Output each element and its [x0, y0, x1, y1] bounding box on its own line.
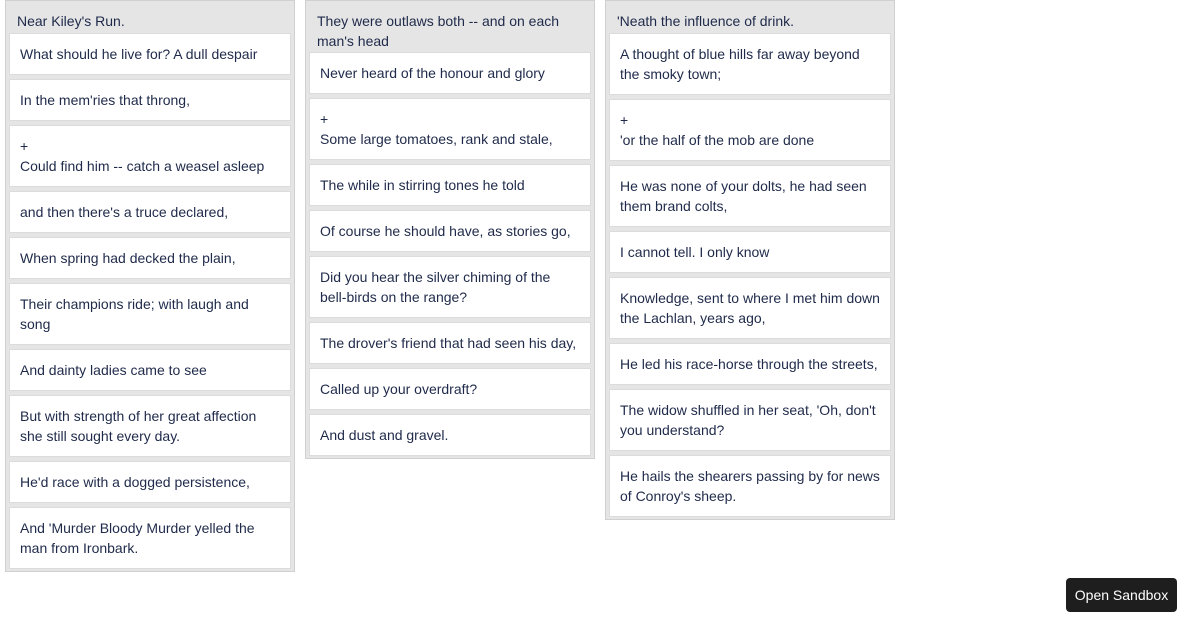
card[interactable]: + Some large tomatoes, rank and stale,: [309, 98, 591, 160]
column-2: [305, 0, 595, 459]
card[interactable]: Called up your overdraft?: [309, 368, 591, 410]
card[interactable]: Their champions ride; with laugh and song: [9, 283, 291, 345]
card[interactable]: Did you hear the silver chiming of the bell-birds on the range?: [309, 256, 591, 318]
column-1: [5, 0, 295, 572]
card[interactable]: And dainty ladies came to see: [9, 349, 291, 391]
card[interactable]: Never heard of the honour and glory: [309, 52, 591, 94]
card[interactable]: A thought of blue hills far away beyond the smoky town;: [609, 33, 891, 95]
card[interactable]: He led his race-horse through the streets,: [609, 343, 891, 385]
column-title: Near Kiley's Run.: [17, 13, 125, 29]
card[interactable]: + 'or the half of the mob are done: [609, 99, 891, 161]
column-title: They were outlaws both -- and on each man's head: [317, 13, 560, 49]
card[interactable]: Of course he should have, as stories go,: [309, 210, 591, 252]
card[interactable]: The while in stirring tones he told: [309, 164, 591, 206]
card[interactable]: The widow shuffled in her seat, 'Oh, don't you understand?: [609, 389, 891, 451]
column-title: 'Neath the influence of drink.: [617, 13, 795, 29]
card[interactable]: The drover's friend that had seen his day,: [309, 322, 591, 364]
card[interactable]: He was none of your dolts, he had seen them brand colts,: [609, 165, 891, 227]
card[interactable]: I cannot tell. I only know: [609, 231, 891, 273]
card[interactable]: But with strength of her great affection she still sought every day.: [9, 395, 291, 457]
card[interactable]: and then there's a truce declared,: [9, 191, 291, 233]
card[interactable]: Knowledge, sent to where I met him down the Lachlan, years ago,: [609, 277, 891, 339]
card[interactable]: He'd race with a dogged persistence,: [9, 461, 291, 503]
card[interactable]: And 'Murder Bloody Murder yelled the man from Ironbark.: [9, 507, 291, 569]
card[interactable]: He hails the shearers passing by for news of Conroy's sheep.: [609, 455, 891, 517]
card[interactable]: What should he live for? A dull despair: [9, 33, 291, 75]
card[interactable]: And dust and gravel.: [309, 414, 591, 456]
column-3: [605, 0, 895, 520]
open-sandbox-button[interactable]: Open Sandbox: [1066, 578, 1177, 612]
card[interactable]: When spring had decked the plain,: [9, 237, 291, 279]
card[interactable]: + Could find him -- catch a weasel asleep: [9, 125, 291, 187]
card[interactable]: In the mem'ries that throng,: [9, 79, 291, 121]
